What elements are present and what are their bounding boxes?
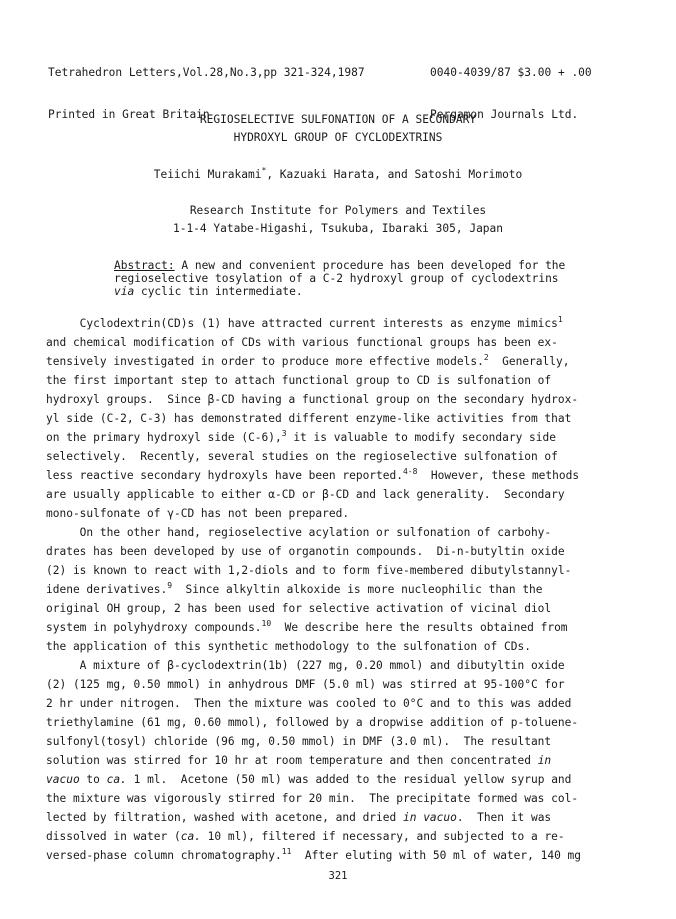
title-line-2: HYDROXYL GROUP OF CYCLODEXTRINS: [233, 131, 443, 144]
body-span: . Then it was: [456, 811, 552, 824]
affiliation-line-2: 1-1-4 Yatabe-Higashi, Tsukuba, Ibaraki 305, Japan: [172, 222, 504, 235]
body-line: [46, 846, 646, 865]
body-span: Cyclodextrin(CD)s (1) have attracted current interests as enzyme mimics: [46, 317, 558, 330]
body-span: less reactive secondary hydroxyls have been reported.: [46, 469, 403, 482]
publisher-line: Pergamon Journals Ltd.: [430, 108, 579, 121]
italic-span: vacuo: [46, 773, 80, 786]
body-span: Since alkyltin alkoxide is more nucleophilic than the: [172, 583, 543, 596]
page-number: 321: [328, 870, 348, 882]
body-span: After eluting with 50 ml of water, 140 mg: [291, 849, 582, 862]
body-line: sulfonyl(tosyl) chloride (96 mg, 0.50 mmol) in DMF (3.0 ml). The resultant: [46, 735, 552, 748]
body-line: (2) (125 mg, 0.50 mmol) in anhydrous DMF (5.0 ml) was stirred at 95-100°C for: [46, 678, 565, 691]
body-line: [46, 428, 646, 447]
authors-rest: , Kazuaki Harata, and Satoshi Morimoto: [266, 168, 523, 181]
body-line: A mixture of β-cyclodextrin(1b) (227 mg, 0.20 mmol) and dibutyltin oxide: [46, 659, 565, 672]
body-line: [46, 580, 646, 599]
reference-mark: 9: [167, 581, 173, 590]
body-span: it is valuable to modify secondary side: [286, 431, 556, 444]
body-line: drates has been developed by use of organotin compounds. Di-n-butyltin oxide: [46, 545, 565, 558]
reference-mark: 1: [557, 315, 563, 324]
italic-span: ca.: [180, 830, 201, 843]
body-line: (2) is known to react with 1,2-diols and to form five-membered dibutylstannyl-: [46, 564, 572, 577]
body-span: versed-phase column chromatography.: [46, 849, 282, 862]
abstract-text-2: cyclic tin intermediate.: [134, 285, 303, 298]
author-line: [0, 168, 676, 181]
body-line: [46, 466, 646, 485]
italic-span: in vacuo: [402, 811, 457, 824]
body-line: On the other hand, regioselective acylation or sulfonation of carbohy-: [46, 526, 552, 539]
abstract-via: via: [114, 285, 135, 298]
body-line: yl side (C-2, C-3) has demonstrated different enzyme-like activities from that: [46, 412, 572, 425]
reference-mark: 2: [483, 353, 489, 362]
body-span: to: [79, 773, 107, 786]
body-line: [46, 770, 646, 789]
italic-span: in: [537, 754, 552, 767]
body-text: [46, 314, 646, 865]
corresponding-mark: *: [261, 166, 267, 175]
body-line: triethylamine (61 mg, 0.60 mmol), followed by a dropwise addition of p-toluene-: [46, 716, 579, 729]
body-span: lected by filtration, washed with acetone, and dried: [46, 811, 403, 824]
title-line-1: REGIOSELECTIVE SULFONATION OF A SECONDARY: [199, 113, 477, 126]
italic-span: ca.: [106, 773, 127, 786]
body-line: selectively. Recently, several studies on the regioselective sulfonation of: [46, 450, 558, 463]
abstract: [114, 259, 584, 298]
body-line: hydroxyl groups. Since β-CD having a functional group on the secondary hydrox-: [46, 393, 579, 406]
body-line: 2 hr under nitrogen. Then the mixture was cooled to 0°C and to this was added: [46, 697, 572, 710]
body-span: However, these methods: [417, 469, 580, 482]
body-line: the application of this synthetic methodology to the sulfonation of CDs.: [46, 640, 531, 653]
body-line: [46, 352, 646, 371]
reference-mark: 4-8: [402, 467, 418, 476]
body-span: 1 ml. Acetone (50 ml) was added to the residual yellow syrup and: [126, 773, 572, 786]
body-line: [46, 314, 646, 333]
body-line: mono-sulfonate of γ-CD has not been prepared.: [46, 507, 350, 520]
body-span: dissolved in water (: [46, 830, 181, 843]
body-span: solution was stirred for 10 hr at room temperature and then concentrated: [46, 754, 538, 767]
body-span: Generally,: [488, 355, 570, 368]
author-1: Teiichi Murakami: [153, 168, 262, 181]
body-line: [46, 808, 646, 827]
body-line: are usually applicable to either α-CD or β-CD and lack generality. Secondary: [46, 488, 565, 501]
affiliation-line-1: Research Institute for Polymers and Textiles: [189, 204, 487, 217]
body-span: We describe here the results obtained from: [271, 621, 568, 634]
reference-mark: 10: [261, 619, 272, 628]
body-span: system in polyhydroxy compounds.: [46, 621, 262, 634]
journal-line: Tetrahedron Letters,Vol.28,No.3,pp 321-324,1987: [48, 66, 365, 79]
price-line: 0040-4039/87 $3.00 + .00: [430, 66, 592, 79]
abstract-text-1: A new and convenient procedure has been developed for the regioselective tosylation of a C-2 hydroxyl group of cyclodextrins: [114, 259, 566, 285]
body-line: and chemical modification of CDs with various functional groups has been ex-: [46, 336, 558, 349]
reference-mark: 11: [281, 847, 292, 856]
body-line: the mixture was vigorously stirred for 20 min. The precipitate formed was col-: [46, 792, 579, 805]
body-line: [46, 751, 646, 770]
printed-line: Printed in Great Britain: [48, 108, 210, 121]
body-line: [46, 827, 646, 846]
body-span: idene derivatives.: [46, 583, 168, 596]
body-line: the first important step to attach functional group to CD is sulfonation of: [46, 374, 552, 387]
body-span: on the primary hydroxyl side (C-6),: [46, 431, 282, 444]
abstract-label: Abstract:: [114, 259, 175, 272]
reference-mark: 3: [281, 429, 287, 438]
body-line: original OH group, 2 has been used for selective activation of vicinal diol: [46, 602, 552, 615]
body-line: [46, 618, 646, 637]
body-span: 10 ml), filtered if necessary, and subjected to a re-: [200, 830, 565, 843]
body-span: tensively investigated in order to produce more effective models.: [46, 355, 484, 368]
